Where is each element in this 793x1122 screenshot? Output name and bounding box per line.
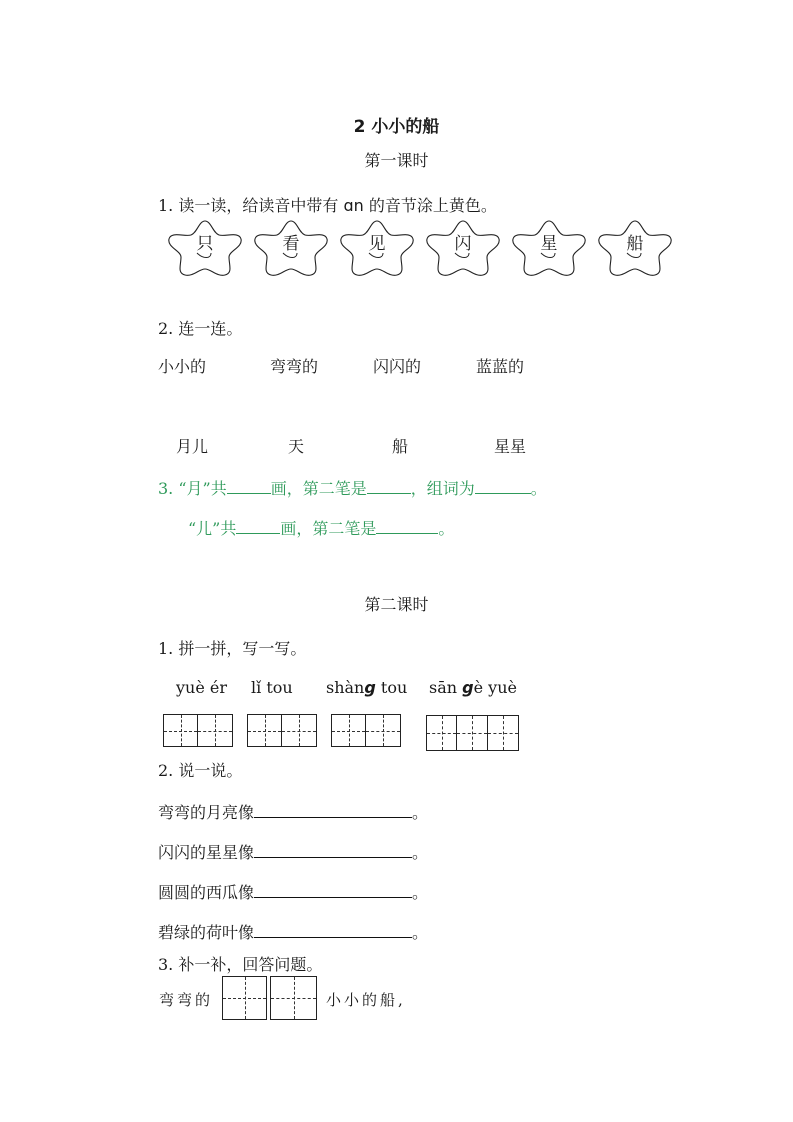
- writing-grid-3: [331, 714, 401, 747]
- star-syllable[interactable]: [339, 217, 415, 277]
- star-syllable[interactable]: [597, 217, 673, 277]
- star-syllable[interactable]: [167, 217, 243, 277]
- say-blank-1[interactable]: [254, 803, 412, 818]
- pinyin-2: lǐ tou: [251, 678, 293, 697]
- pinyin-4: [429, 678, 517, 697]
- period: 。: [412, 803, 429, 822]
- star-character: 只: [196, 234, 214, 254]
- writing-cell[interactable]: [270, 976, 317, 1020]
- star-syllable[interactable]: [425, 217, 501, 277]
- pinyin-3-pre: shàn: [326, 678, 365, 697]
- say-line-1: [158, 800, 428, 823]
- match-bottom-3[interactable]: 船: [392, 437, 409, 456]
- l1-q3-er-label: “儿”共: [188, 519, 237, 538]
- l1-q2-prompt: 2. 连一连。: [158, 319, 243, 338]
- pinyin-3-post: tou: [375, 678, 408, 697]
- period: 。: [412, 843, 429, 862]
- writing-cell[interactable]: [366, 714, 401, 747]
- say-line-3-text: 圆圆的西瓜像: [158, 883, 255, 902]
- say-line-4-text: 碧绿的荷叶像: [158, 923, 255, 942]
- match-bottom-1[interactable]: 月儿: [176, 437, 209, 456]
- period: 。: [412, 883, 429, 902]
- writing-cell[interactable]: [331, 714, 366, 747]
- pinyin-4-post: è yuè: [473, 678, 517, 697]
- say-blank-3[interactable]: [254, 883, 412, 898]
- writing-grid-2: [247, 714, 317, 747]
- yue-stroke-count-blank[interactable]: [227, 479, 271, 494]
- say-blank-4[interactable]: [254, 923, 412, 938]
- writing-grid-4: [426, 715, 519, 751]
- l1-q3-yue-label: “月”共: [178, 479, 227, 498]
- writing-cell[interactable]: [247, 714, 282, 747]
- writing-cell[interactable]: [457, 715, 488, 751]
- yue-word-blank[interactable]: [475, 479, 531, 494]
- writing-grid-1: [163, 714, 233, 747]
- match-top-1[interactable]: 小小的: [158, 357, 207, 376]
- star-syllable[interactable]: [253, 217, 329, 277]
- lesson-2-heading: 第二课时: [364, 595, 429, 614]
- star-character: 见: [368, 234, 386, 254]
- l2-q3-prompt: 3. 补一补，回答问题。: [158, 955, 323, 974]
- er-stroke-count-blank[interactable]: [236, 519, 280, 534]
- say-line-1-text: 弯弯的月亮像: [158, 803, 255, 822]
- l1-q3-word-label: ，组词为: [410, 479, 475, 498]
- say-line-4: [158, 920, 428, 943]
- period: 。: [412, 923, 429, 942]
- lesson-1-heading: 第一课时: [364, 151, 429, 170]
- fill-prefix: 弯弯的: [159, 991, 214, 1009]
- l1-q1-prompt-suffix: 的音节涂上黄色。: [363, 196, 497, 215]
- l1-q1-prompt-an: ɑn: [343, 196, 364, 215]
- l1-q3-line2: [188, 516, 454, 539]
- l1-q3-number: 3.: [158, 479, 174, 498]
- star-character: 闪: [454, 234, 472, 254]
- match-bottom-4[interactable]: 星星: [494, 437, 527, 456]
- l1-q3-er-second-stroke-label: 画，第二笔是: [280, 519, 377, 538]
- l1-q1-prompt-prefix: 1. 读一读，给读音中带有: [158, 196, 344, 215]
- l1-q3-line1: [158, 476, 547, 499]
- say-blank-2[interactable]: [254, 843, 412, 858]
- l1-q3-second-stroke-label: 画，第二笔是: [270, 479, 367, 498]
- writing-cell[interactable]: [163, 714, 198, 747]
- l2-q2-prompt: 2. 说一说。: [158, 761, 243, 780]
- match-top-4[interactable]: 蓝蓝的: [476, 357, 525, 376]
- pinyin-3: [326, 678, 407, 697]
- match-bottom-2[interactable]: 天: [288, 437, 305, 456]
- page-title: 2 小小的船: [353, 117, 440, 137]
- writing-cell[interactable]: [282, 714, 317, 747]
- l2-q1-prompt: 1. 拼一拼，写一写。: [158, 639, 307, 658]
- fill-suffix: 小小的船,: [326, 991, 406, 1009]
- pinyin-3-g: g: [364, 678, 376, 697]
- match-top-3[interactable]: 闪闪的: [373, 357, 422, 376]
- star-syllable[interactable]: [511, 217, 587, 277]
- writing-cell[interactable]: [426, 715, 457, 751]
- pinyin-4-pre: sān: [429, 678, 463, 697]
- writing-cell[interactable]: [198, 714, 233, 747]
- say-line-2: [158, 840, 428, 863]
- writing-cell[interactable]: [222, 976, 267, 1020]
- fill-grid: [222, 976, 317, 1020]
- er-second-stroke-blank[interactable]: [376, 519, 438, 534]
- yue-second-stroke-blank[interactable]: [367, 479, 411, 494]
- star-character: 船: [626, 234, 644, 254]
- writing-cell[interactable]: [488, 715, 519, 751]
- match-top-2[interactable]: 弯弯的: [270, 357, 319, 376]
- pinyin-1: yuè ér: [176, 678, 228, 697]
- period: 。: [530, 479, 547, 498]
- star-character: 星: [540, 234, 558, 254]
- l1-q1-prompt: [158, 193, 497, 216]
- say-line-3: [158, 880, 428, 903]
- star-character: 看: [282, 234, 300, 254]
- pinyin-4-g: g: [462, 678, 474, 697]
- period: 。: [438, 519, 455, 538]
- say-line-2-text: 闪闪的星星像: [158, 843, 255, 862]
